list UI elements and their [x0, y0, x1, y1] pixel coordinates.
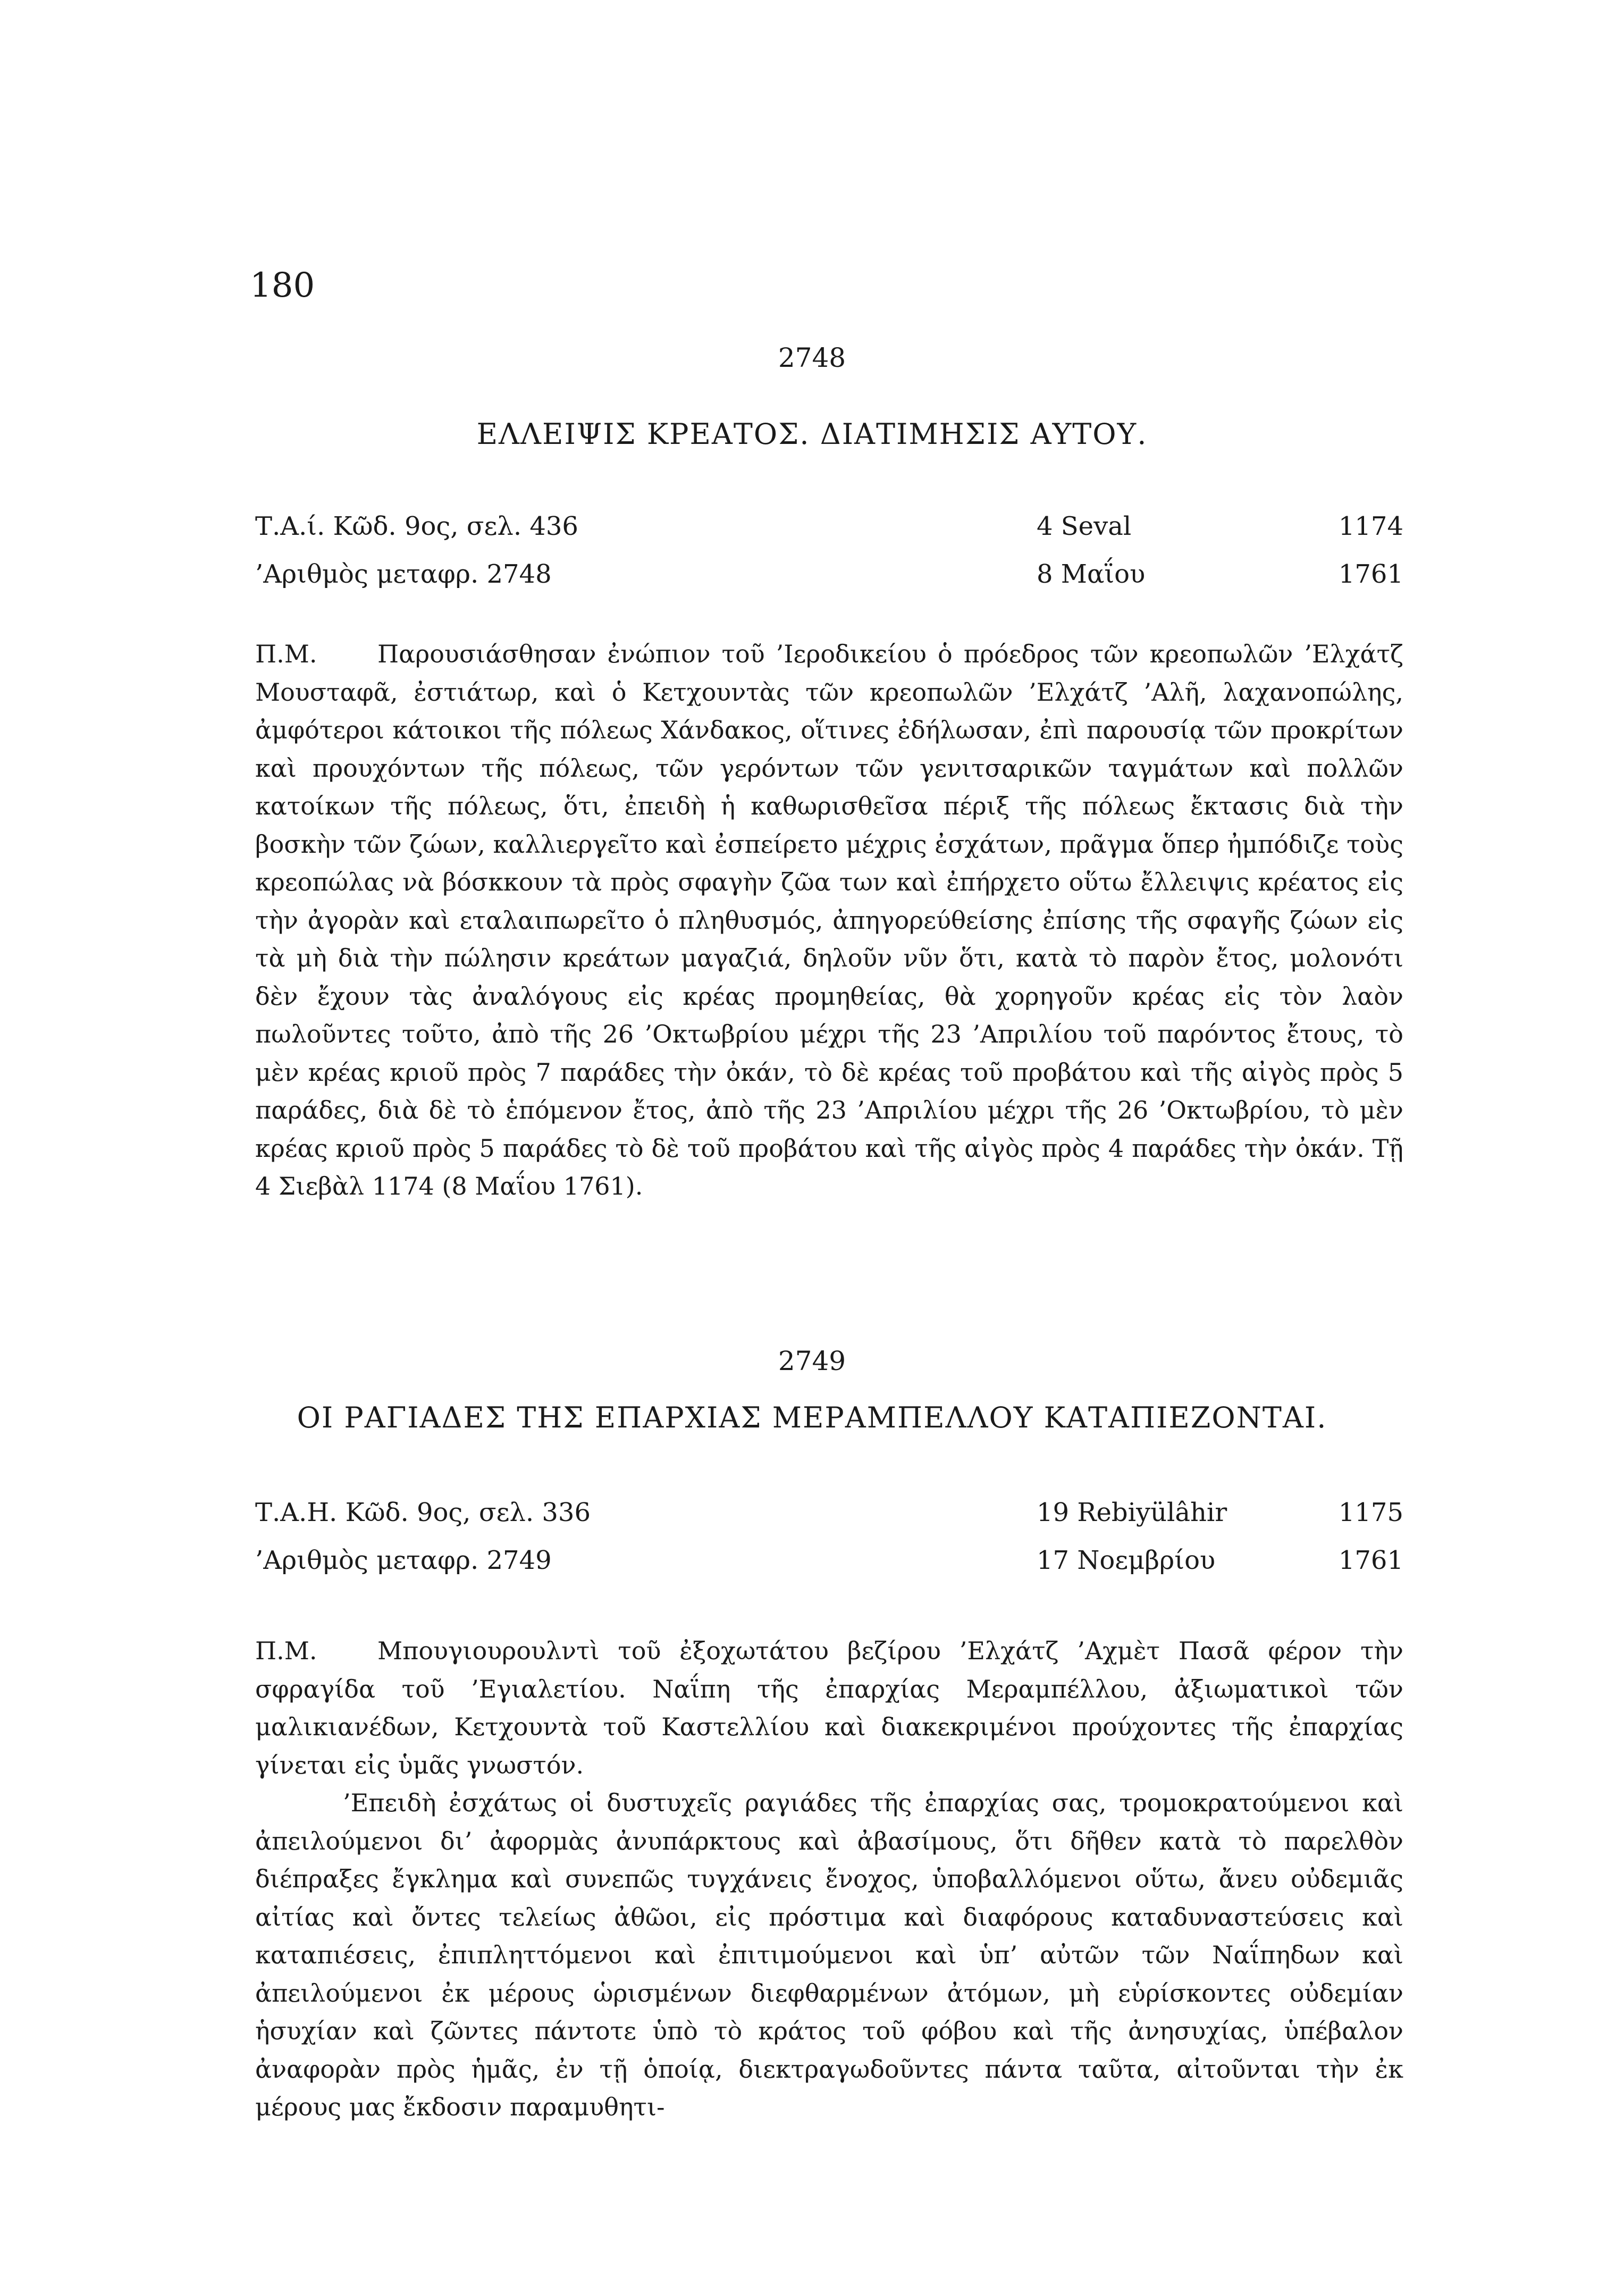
meta-gregorian-date: 17 Νοεμβρίου — [1037, 1545, 1216, 1575]
meta-gregorian-year: 1761 — [1338, 559, 1403, 589]
document-title: ΕΛΛΕΙΨΙΣ ΚΡΕΑΤΟΣ. ΔΙΑΤΙΜΗΣΙΣ ΑΥΤΟΥ. — [476, 417, 1148, 451]
meta-row — [255, 558, 1403, 590]
meta-hijri-date: 4 Seval — [1037, 511, 1132, 541]
document-number: 2749 — [778, 1346, 846, 1376]
meta-row — [255, 510, 1403, 542]
body-paragraph — [255, 1632, 1403, 1784]
meta-gregorian-date: 8 Μαΐου — [1037, 559, 1146, 589]
meta-source: Τ.Α.ί. Κῶδ. 9ος, σελ. 436 — [255, 511, 578, 541]
document-body — [255, 1632, 1403, 2127]
meta-translation-number: ’Αριθμὸς μεταφρ. 2748 — [255, 559, 552, 589]
document-title: ΟΙ ΡΑΓΙΑΔΕΣ ΤΗΣ ΕΠΑΡΧΙΑΣ ΜΕΡΑΜΠΕΛΛΟΥ ΚΑΤΑΠΙΕΖΟΝΤΑΙ. — [297, 1401, 1327, 1434]
meta-hijri-date: 19 Rebiyülâhir — [1037, 1498, 1227, 1527]
document-body — [255, 635, 1403, 1206]
paragraph-lead: Π.Μ. — [255, 640, 317, 668]
paragraph-lead: Π.Μ. — [255, 1636, 317, 1665]
document-number: 2748 — [778, 342, 846, 373]
page-number: 180 — [250, 266, 315, 305]
body-paragraph — [255, 1784, 1403, 2127]
paragraph-text: ’Επειδὴ ἐσχάτως οἱ δυστυχεῖς ραγιάδες τῆς ἐπαρχίας σας, τρομοκρατούμενοι καὶ ἀπειλούμενοι δι’ ἀφορμὰς ἀνυπάρκτους καὶ ἀβασίμους, ὅτι δῆθεν κατὰ τὸ παρελθὸν διέπραξες ἔγκλημα καὶ συνεπῶς τυγχάνεις ἔνοχος, ὑποβαλλόμενοι οὕτω, ἄνευ οὐδεμιᾶς αἰτίας καὶ ὄντες τελείως ἀθῶοι, εἰς πρόστιμα καὶ διαφόρους καταδυναστεύσεις καὶ καταπιέσεις, ἐπιπληττόμενοι καὶ ἐπιτιμούμενοι καὶ ὑπ’ αὐτῶν τῶν Ναΐπηδων καὶ ἀπειλούμενοι ἐκ μέρους ὡρισμένων διεφθαρμένων ἀτόμων, μὴ εὑρίσκοντες οὐδεμίαν ἡσυχίαν καὶ ζῶντες πάντοτε ὑπὸ τὸ κράτος τοῦ φόβου καὶ τῆς ἀνησυχίας, ὑπέβαλον ἀναφορὰν πρὸς ἡμᾶς, ἐν τῇ ὁποίᾳ, διεκτραγωδοῦντες πάντα ταῦτα, αἰτοῦνται τὴν ἐκ μέρους μας ἔκδοσιν παραμυθητι- — [255, 1788, 1403, 2121]
meta-source: Τ.Α.Η. Κῶδ. 9ος, σελ. 336 — [255, 1498, 591, 1527]
meta-row — [255, 1497, 1403, 1528]
meta-hijri-year: 1175 — [1338, 1498, 1403, 1527]
meta-translation-number: ’Αριθμὸς μεταφρ. 2749 — [255, 1545, 552, 1575]
paragraph-text: Μπουγιουρουλντὶ τοῦ ἐξοχωτάτου βεζίρου ’Ελχάτζ ’Αχμὲτ Πασᾶ φέρον τὴν σφραγίδα τοῦ ’Εγιαλετίου. Ναΐπη τῆς ἐπαρχίας Μεραμπέλλου, ἀξιωματικοὶ τῶν μαλικιανέδων, Κετχουντὰ τοῦ Καστελλίου καὶ διακεκριμένοι πρoύχοντες τῆς ἐπαρχίας γίνεται εἰς ὑμᾶς γνωστόν. — [255, 1636, 1403, 1779]
meta-row — [255, 1544, 1403, 1576]
paragraph-text: Παρουσιάσθησαν ἐνώπιον τοῦ ’Ιεροδικείου ὁ πρόεδρος τῶν κρεοπωλῶν ’Ελχάτζ Μουσταφᾶ, ἐστιάτωρ, καὶ ὁ Κετχουντὰς τῶν κρεοπωλῶν ’Ελχάτζ ’Αλῆ, λαχανοπώλης, ἀμφότεροι κάτοικοι τῆς πόλεως Χάνδακος, οἵτινες ἐδήλωσαν, ἐπὶ παρουσίᾳ τῶν προκρίτων καὶ προυχόντων τῆς πόλεως, τῶν γερόντων τῶν γενιτσαρικῶν ταγμάτων καὶ πολλῶν κατοίκων τῆς πόλεως, ὅτι, ἐπειδὴ ἡ καθωρισθεῖσα πέριξ τῆς πόλεως ἔκτασις διὰ τὴν βοσκὴν τῶν ζώων, καλλιεργεῖτο καὶ ἐσπείρετο μέχρις ἐσχάτων, πρᾶγμα ὅπερ ἠμπόδιζε τοὺς κρεοπώλας νὰ βόσκκουν τὰ πρὸς σφαγὴν ζῶα των καὶ ἐπήρχετο οὕτω ἔλλειψις κρέατος εἰς τὴν ἀγορὰν καὶ εταλαιπωρεῖτο ὁ πληθυσμός, ἀπηγορεύθείσης ἐπίσης τῆς σφαγῆς ζώων εἰς τὰ μὴ διὰ τὴν πώλησιν κρεάτων μαγαζιά, δηλοῦν νῦν ὅτι, κατὰ τὸ παρὸν ἔτος, μολονότι δὲν ἔχουν τὰς ἀναλόγους εἰς κρέας προμηθείας, θὰ χορηγοῦν κρέας εἰς τὸν λαὸν πωλοῦντες τοῦτο, ἀπὸ τῆς 26 ’Οκτωβρίου μέχρι τῆς 23 ’Απριλίου τοῦ παρόντος ἔτους, τὸ μὲν κρέας κριοῦ πρὸς 7 παράδες τὴν ὀκάν, τὸ δὲ κρέας τοῦ προβάτου καὶ τῆς αἰγὸς πρὸς 5 παράδες, διὰ δὲ τὸ ἑπόμενον ἔτος, ἀπὸ τῆς 23 ’Απριλίου μέχρι τῆς 26 ’Οκτωβρίου, τὸ μὲν κρέας κριοῦ πρὸς 5 παράδες τὸ δὲ τοῦ προβάτου καὶ τῆς αἰγὸς πρὸς 4 παράδες τὴν ὀκάν. Τῇ 4 Σιεβὰλ 1174 (8 Μαΐου 1761). — [255, 640, 1403, 1200]
meta-gregorian-year: 1761 — [1338, 1545, 1403, 1575]
body-paragraph — [255, 635, 1403, 1206]
meta-hijri-year: 1174 — [1338, 511, 1403, 541]
